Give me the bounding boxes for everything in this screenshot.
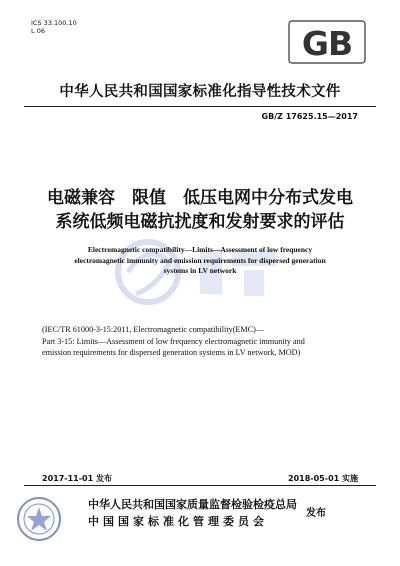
gb-logo-text: GB xyxy=(301,24,353,63)
issuer-line-2: 中国国家标准化管理委员会 xyxy=(88,515,268,528)
ccs-code: L 06 xyxy=(31,26,45,35)
issuing-authorities xyxy=(88,496,297,530)
seal-stamp-icon xyxy=(16,496,62,542)
bottom-divider xyxy=(24,485,376,486)
title-cn-line-2: 系统低频电磁抗扰度和发射要求的评估 xyxy=(55,212,345,232)
issuer-line-1: 中华人民共和国国家质量监督检验检疫总局 xyxy=(88,498,297,511)
publish-date: 2017-11-01 发布 xyxy=(42,474,112,483)
gb-logo-icon xyxy=(288,20,366,64)
title-cn-line-1: 电磁兼容 限值 低压电网中分布式发电 xyxy=(47,188,353,208)
title-en-line-1: Electromagnetic compatibility—Limits—Assessment of low frequency xyxy=(87,245,313,254)
standard-title-chinese xyxy=(0,186,400,234)
top-divider xyxy=(24,106,376,107)
implement-date: 2018-05-01 实施 xyxy=(288,474,358,483)
reference-note-line-3: emission requirements for dispersed generation systems in LV network, MOD) xyxy=(42,348,301,357)
reference-note-line-2: Part 3-15: Limits—Assessment of low frequency electromagnetic immunity and xyxy=(42,336,305,346)
ics-code: ICS 33.100.10 xyxy=(31,19,77,27)
standard-title-english xyxy=(60,245,340,277)
standard-number: GB/Z 17625.15—2017 xyxy=(261,112,358,121)
issue-label: 发布 xyxy=(306,508,326,519)
classification-codes xyxy=(31,20,77,35)
organization-title: 中华人民共和国国家标准化指导性技术文件 xyxy=(59,84,341,100)
reference-note xyxy=(42,324,358,359)
reference-note-line-1: (IEC/TR 61000-3-15:2011, Electromagnetic compatibility(EMC)— xyxy=(42,325,265,334)
title-en-line-3: systems in LV network xyxy=(163,266,237,275)
title-en-line-2: electromagnetic immunity and emission requirements for dispersed generation xyxy=(74,255,326,265)
